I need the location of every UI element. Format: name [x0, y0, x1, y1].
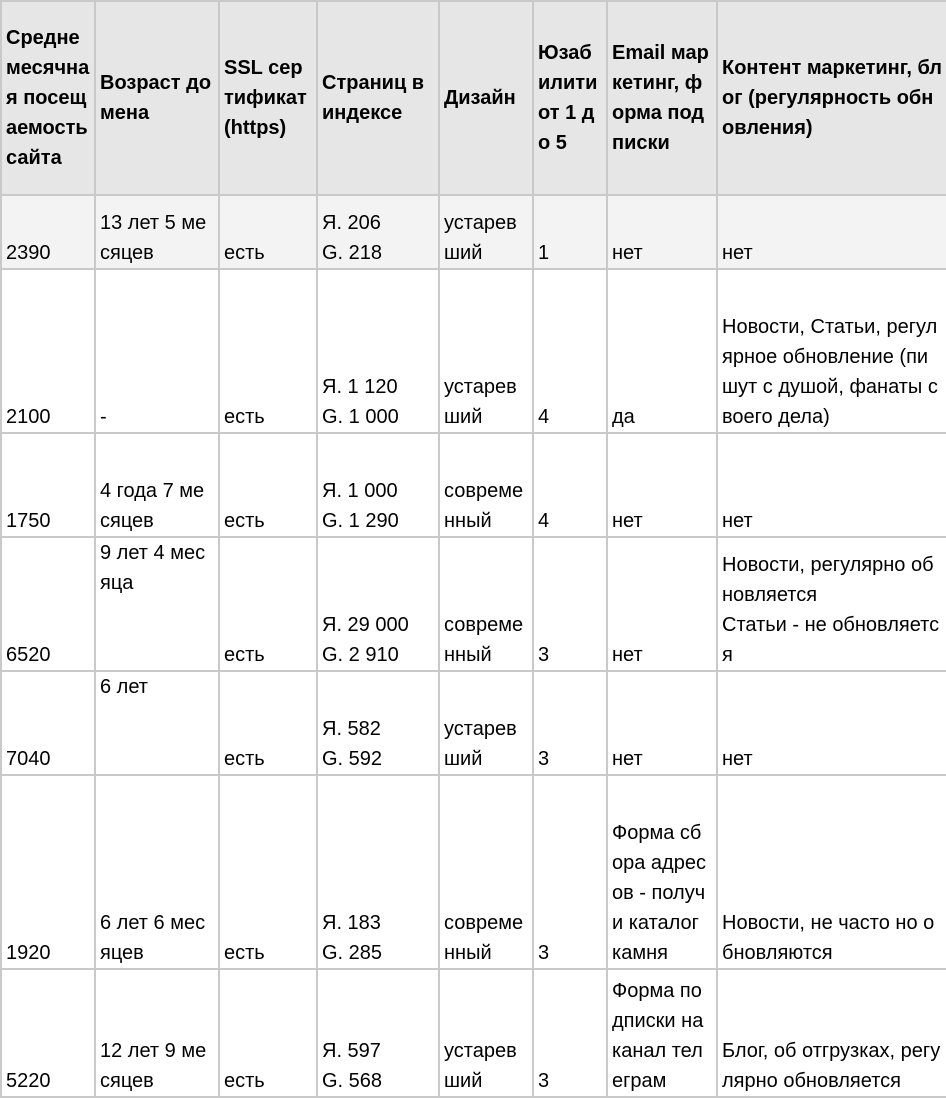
- table-row: [1, 671, 946, 775]
- cell-email: нет: [607, 433, 717, 537]
- cell-design: современный: [439, 433, 533, 537]
- cell-email: Форма подписки на канал телеграм: [607, 969, 717, 1097]
- cell-content: Новости, Статьи, регулярное обновление (пишут с душой, фанаты своего дела): [717, 269, 946, 433]
- cell-email: Форма сбора адресов - получи каталог камня: [607, 775, 717, 969]
- cell-email: нет: [607, 537, 717, 671]
- header-ssl: SSL сертификат (https): [219, 1, 317, 195]
- cell-usability: 3: [533, 969, 607, 1097]
- cell-traffic: 5220: [1, 969, 95, 1097]
- cell-domain-age: 6 лет 6 месяцев: [95, 775, 219, 969]
- cell-content: Блог, об отгрузках, регулярно обновляется: [717, 969, 946, 1097]
- cell-ssl: есть: [219, 195, 317, 269]
- cell-usability: 3: [533, 537, 607, 671]
- cell-domain-age: 6 лет: [95, 671, 219, 775]
- cell-design: устаревший: [439, 195, 533, 269]
- cell-design: устаревший: [439, 969, 533, 1097]
- table-row: [1, 969, 946, 1097]
- cell-traffic: 6520: [1, 537, 95, 671]
- cell-design: современный: [439, 775, 533, 969]
- cell-pages: Я. 29 000 G. 2 910: [317, 537, 439, 671]
- cell-pages: Я. 206 G. 218: [317, 195, 439, 269]
- cell-traffic: 2390: [1, 195, 95, 269]
- cell-pages: Я. 597 G. 568: [317, 969, 439, 1097]
- cell-content: нет: [717, 671, 946, 775]
- cell-ssl: есть: [219, 969, 317, 1097]
- cell-ssl: есть: [219, 269, 317, 433]
- cell-ssl: есть: [219, 537, 317, 671]
- cell-content: Новости, регулярно обновляется Статьи - не обновляется: [717, 537, 946, 671]
- cell-traffic: 2100: [1, 269, 95, 433]
- cell-content: нет: [717, 195, 946, 269]
- cell-pages: Я. 1 120 G. 1 000: [317, 269, 439, 433]
- header-email-marketing: Email маркетинг, форма подписки: [607, 1, 717, 195]
- cell-domain-age: 13 лет 5 месяцев: [95, 195, 219, 269]
- cell-domain-age: 9 лет 4 месяца: [95, 537, 219, 671]
- table-row: [1, 195, 946, 269]
- cell-content: нет: [717, 433, 946, 537]
- cell-domain-age: -: [95, 269, 219, 433]
- cell-design: устаревший: [439, 269, 533, 433]
- header-row: [1, 1, 946, 195]
- cell-pages: Я. 582 G. 592: [317, 671, 439, 775]
- cell-email: нет: [607, 671, 717, 775]
- cell-traffic: 7040: [1, 671, 95, 775]
- cell-ssl: есть: [219, 671, 317, 775]
- cell-usability: 3: [533, 671, 607, 775]
- cell-domain-age: 4 года 7 месяцев: [95, 433, 219, 537]
- header-usability: Юзабилити от 1 до 5: [533, 1, 607, 195]
- cell-usability: 1: [533, 195, 607, 269]
- table-row: [1, 775, 946, 969]
- cell-content: Новости, не часто но обновляются: [717, 775, 946, 969]
- cell-pages: Я. 183 G. 285: [317, 775, 439, 969]
- cell-pages: Я. 1 000 G. 1 290: [317, 433, 439, 537]
- header-traffic: Среднемесячная посещаемость сайта: [1, 1, 95, 195]
- cell-traffic: 1750: [1, 433, 95, 537]
- cell-usability: 3: [533, 775, 607, 969]
- cell-email: да: [607, 269, 717, 433]
- cell-traffic: 1920: [1, 775, 95, 969]
- table-row: [1, 433, 946, 537]
- cell-ssl: есть: [219, 775, 317, 969]
- cell-ssl: есть: [219, 433, 317, 537]
- table-row: [1, 537, 946, 671]
- header-content-marketing: Контент маркетинг, блог (регулярность обновления): [717, 1, 946, 195]
- cell-domain-age: 12 лет 9 месяцев: [95, 969, 219, 1097]
- header-domain-age: Возраст домена: [95, 1, 219, 195]
- cell-design: современный: [439, 537, 533, 671]
- header-pages-indexed: Страниц в индексе: [317, 1, 439, 195]
- cell-email: нет: [607, 195, 717, 269]
- cell-design: устаревший: [439, 671, 533, 775]
- cell-usability: 4: [533, 433, 607, 537]
- cell-usability: 4: [533, 269, 607, 433]
- table-row: [1, 269, 946, 433]
- header-design: Дизайн: [439, 1, 533, 195]
